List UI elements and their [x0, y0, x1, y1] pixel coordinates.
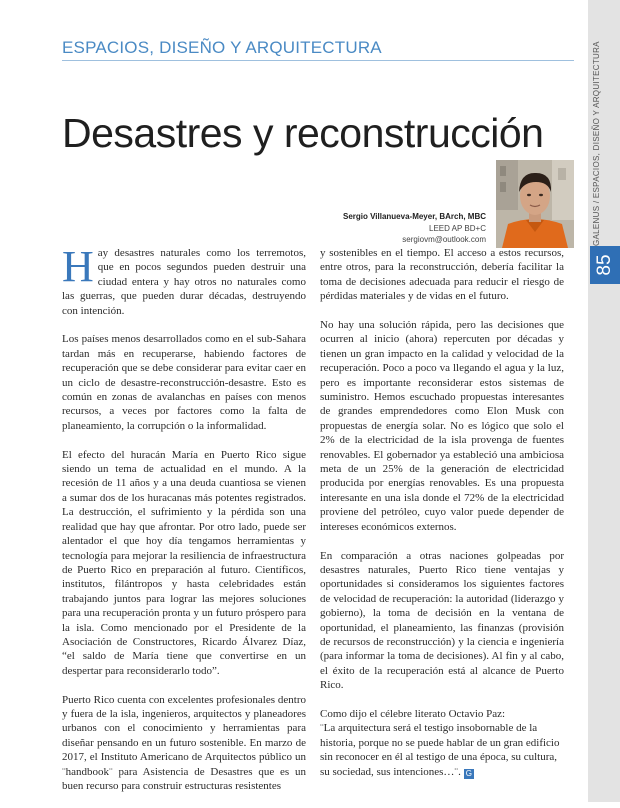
author-byline — [343, 212, 486, 245]
paragraph: y sostenibles en el tiempo. El acceso a estos recursos, entre otros, para la reconstrucción, debería facilitar la toma de decisiones adecuada para reducir el riesgo de pérdidas materiales y de vidas en el futuro. — [320, 247, 564, 303]
paragraph: El efecto del huracán María en Puerto Rico sigue siendo un tema de actualidad en el mundo. A la recesión de 11 años y a una deuda cuantiosa se vienen a sumar dos de los huracanas más potentes registrados. La destrucción, el sufrimiento y la pérdida son una realidad que hay que afrontar. Por otro lado, puede ser alentador el que hoy día tengamos herramientas y tecnología para mejorar la resiliencia de infraestructura de Puerto Rico en preparación al futuro. Científicos, institutos, filántropos y hasta celebridades están trabajando juntos para lograr las mejores soluciones para una recuperación pronta y un futuro próspero para la isla. Como mencionado por el Presidente de la Asociación de Constructores, Ricardo Álvarez Díaz, “el saldo de María tiene que convertirse en un despertar para reconsiderarlo todo”. — [62, 448, 306, 677]
page-number-box — [590, 246, 620, 284]
paragraph: Los países menos desarrollados como en el sub-Sahara tardan más en recuperarse, habiendo factores de recuperación que se debe considerar para evitar caer en un ciclo de desastre-reconstrucción-desastre. Esto es común en zonas de avalanchas en países con menos recursos, a veces por factores como la falta de planeamiento, la corrupción o la informalidad. — [62, 333, 306, 432]
article-column-right — [320, 246, 564, 793]
paragraph — [62, 242, 306, 318]
paragraph: No hay una solución rápida, pero las decisiones que ocurren al inicio (ahora) repercuten por décadas y tienen un gran impacto en la calidad y velocidad de la recuperación. Poco a poco va llegando el agua y la luz, pero es importante reconsiderar estos sistemas de suministro. Hemos escuchado propuestas interesantes de grandes emprendedores como Elon Musk con propuestas de energía solar. No es lógico que solo el 2% de la electricidad de la isla provenga de fuentes renovables. El gobernador ya estableció una ambiciosa meta de un 25% de la generación de electricidad producida por energías renovables. Es una propuesta interesante en una isla donde el 72% de la electricidad proviene del petróleo, cuyo valor puede depender de intereses económicos externos. — [320, 319, 564, 533]
end-mark-icon: G — [465, 768, 472, 778]
sidebar-running-label: GALENUS / ESPACIOS, DISEÑO Y ARQUITECTURA — [592, 41, 601, 246]
author-portrait-image — [496, 160, 574, 248]
author-photo — [496, 160, 574, 248]
quote-text: ¨La arquitectura será el testigo insobornable de la historia, porque no se puede hablar de un gran edificio sin reconocer en él al testigo de una época, su cultura, su sociedad, sus intenciones…¨. — [320, 722, 560, 778]
article-title: Desastres y reconstrucción — [62, 110, 544, 156]
author-credential: LEED AP BD+C — [429, 224, 486, 233]
header-rule — [62, 60, 574, 61]
author-email: sergiovm@outlook.com — [402, 235, 486, 244]
paragraph: Puerto Rico cuenta con excelentes profesionales dentro y fuera de la isla, ingenieros, arquitectos y planeadores urbanos con el conocimiento y herramientas para diseñar pensando en un futuro sostenible. En marzo de 2017, el Instituto Americano de Arquitectos público un ¨handbook¨ para Asistencia de Desastres que es un buen recurso para construir estructuras resistentes — [62, 693, 306, 792]
article-column-left — [62, 242, 306, 808]
page-number: 85 — [594, 254, 615, 276]
section-header: ESPACIOS, DISEÑO Y ARQUITECTURA — [62, 38, 382, 57]
paragraph-text: ay desastres naturales como los terremotos, que en pocos segundos pueden destruir una ciudad entera y hay otros no naturales como las guerras, que pueden durar décadas, destruyendo con intención. — [62, 247, 306, 317]
paragraph: En comparación a otras naciones golpeadas por desastres naturales, Puerto Rico tiene ventajas y oportunidades si consideramos los siguientes factores de velocidad de recuperación: la autoridad (liderazgo y gobierno), la toma de decisión en la ventana de oportunidad, el planeamiento, las finanzas (provisión de recursos de reconstrucción) y la ciencia e ingeniería (para informar la toma de decisiones). Al fin y al cabo, el éxito de la recuperación está al alcance de Puerto Rico. — [320, 549, 564, 692]
quote-intro: Como dijo el célebre literato Octavio Paz: — [320, 707, 506, 720]
drop-cap: H — [62, 242, 94, 291]
sidebar-running-text — [592, 41, 614, 246]
author-name: Sergio Villanueva-Meyer, BArch, MBC — [342, 212, 486, 221]
closing-quote — [320, 721, 564, 779]
